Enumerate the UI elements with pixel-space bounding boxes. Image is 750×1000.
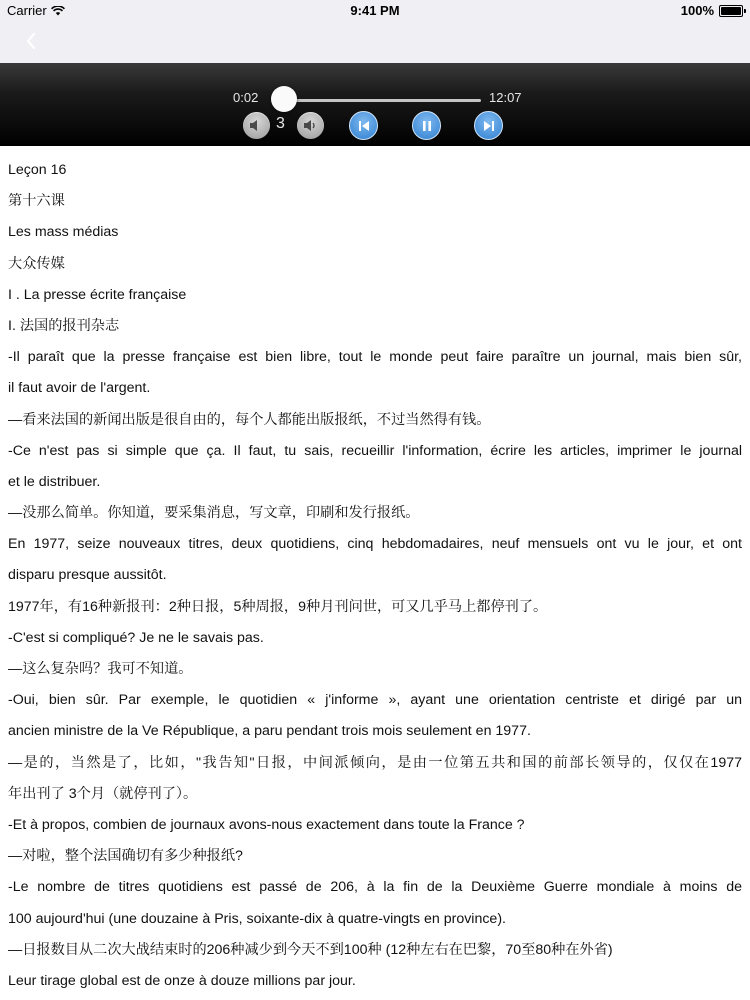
clock: 9:41 PM xyxy=(350,3,400,18)
lesson-line: Leçon 16 xyxy=(8,162,67,178)
lesson-line: En 1977, seize nouveaux titres, deux quotidiens, cinq hebdomadaires, neuf mensuels ont vu le jour, et ont xyxy=(8,536,742,553)
lesson-line: 年出刊了 3个月（就停刊了）。 xyxy=(8,785,198,802)
lesson-line: —看来法国的新闻出版是很自由的，每个人都能出版报纸，不过当然得有钱。 xyxy=(8,411,491,428)
lesson-line: -C'est si compliqué? Je ne le savais pas. xyxy=(8,629,264,646)
lesson-line: I. 法国的报刊杂志 xyxy=(8,317,120,334)
volume-up-button[interactable] xyxy=(297,112,324,139)
lesson-text xyxy=(8,155,742,997)
lesson-line: —是的，当然是了，比如，"我告知"日报，中间派倾向，是由一位第五共和国的前部长领导的，仅仅在1977 xyxy=(8,754,742,771)
volume-down-icon xyxy=(249,119,264,132)
lesson-line: 第十六课 xyxy=(8,193,65,210)
carrier-label: Carrier xyxy=(7,3,47,18)
battery-percent: 100% xyxy=(680,3,714,18)
progress-track[interactable] xyxy=(281,99,481,102)
lesson-line: —日报数目从二次大战结束时的206种减少到今天不到100种 (12种左右在巴黎，70至80种在外省) xyxy=(8,941,613,958)
lesson-line: I . La presse écrite française xyxy=(8,286,187,303)
lesson-line: Leur tirage global est de onze à douze millions par jour. xyxy=(8,972,356,989)
lesson-line: disparu presque aussitôt. xyxy=(8,567,167,584)
lesson-line: -Et à propos, combien de journaux avons-nous exactement dans toute la France ? xyxy=(8,816,525,833)
lesson-line: -Le nombre de titres quotidiens est passé de 206, à la fin de la Deuxième Guerre mondiale à moins de xyxy=(8,879,742,896)
lesson-line: —这么复杂吗？我可不知道。 xyxy=(8,661,193,677)
lesson-line: et le distribuer. xyxy=(8,473,101,490)
pause-button[interactable] xyxy=(412,111,441,140)
lesson-line: Les mass médias xyxy=(8,224,119,241)
back-button[interactable] xyxy=(18,28,44,54)
lesson-line: ancien ministre de la Ve République, a paru pendant trois mois seulement en 1977. xyxy=(8,723,531,740)
lesson-line: 大众传媒 xyxy=(8,255,65,272)
current-time: 0:02 xyxy=(233,90,259,105)
lesson-line: -Oui, bien sûr. Par exemple, le quotidien « j'informe », ayant une orientation centriste et dirigé par un xyxy=(8,692,742,709)
total-time: 12:07 xyxy=(489,90,522,105)
lesson-line: —没那么简单。你知道，要采集消息，写文章，印刷和发行报纸。 xyxy=(8,505,420,522)
volume-up-icon xyxy=(303,119,318,132)
lesson-line: 100 aujourd'hui (une douzaine à Pris, soixante-dix à quatre-vingts en province). xyxy=(8,910,506,927)
battery-icon xyxy=(719,5,743,17)
lesson-line: 1977年，有16种新报刊：2种日报，5种周报，9种月刊问世，可又几乎马上都停刊了。 xyxy=(8,598,548,615)
progress-thumb[interactable] xyxy=(271,86,297,112)
lesson-line: il faut avoir de l'argent. xyxy=(8,380,151,397)
lesson-line: -Il paraît que la presse française est bien libre, tout le monde peut faire paraître un journal, mais bien sûr, xyxy=(8,349,742,366)
audio-player xyxy=(0,63,750,146)
volume-down-button[interactable] xyxy=(243,112,270,139)
skip-next-icon xyxy=(482,119,496,133)
previous-button[interactable] xyxy=(349,111,378,140)
lesson-line: -Ce n'est pas si simple que ça. Il faut, tu sais, recueillir l'information, écrire les articles, imprimer le journal xyxy=(8,442,742,459)
next-button[interactable] xyxy=(474,111,503,140)
skip-previous-icon xyxy=(357,119,371,133)
lesson-line: —对啦，整个法国确切有多少种报纸? xyxy=(8,848,243,865)
chevron-left-icon xyxy=(18,28,44,54)
battery-indicator xyxy=(681,3,743,18)
status-bar xyxy=(0,0,750,20)
navigation-bar xyxy=(0,20,750,63)
volume-level: 3 xyxy=(276,115,285,132)
pause-icon xyxy=(420,119,434,133)
